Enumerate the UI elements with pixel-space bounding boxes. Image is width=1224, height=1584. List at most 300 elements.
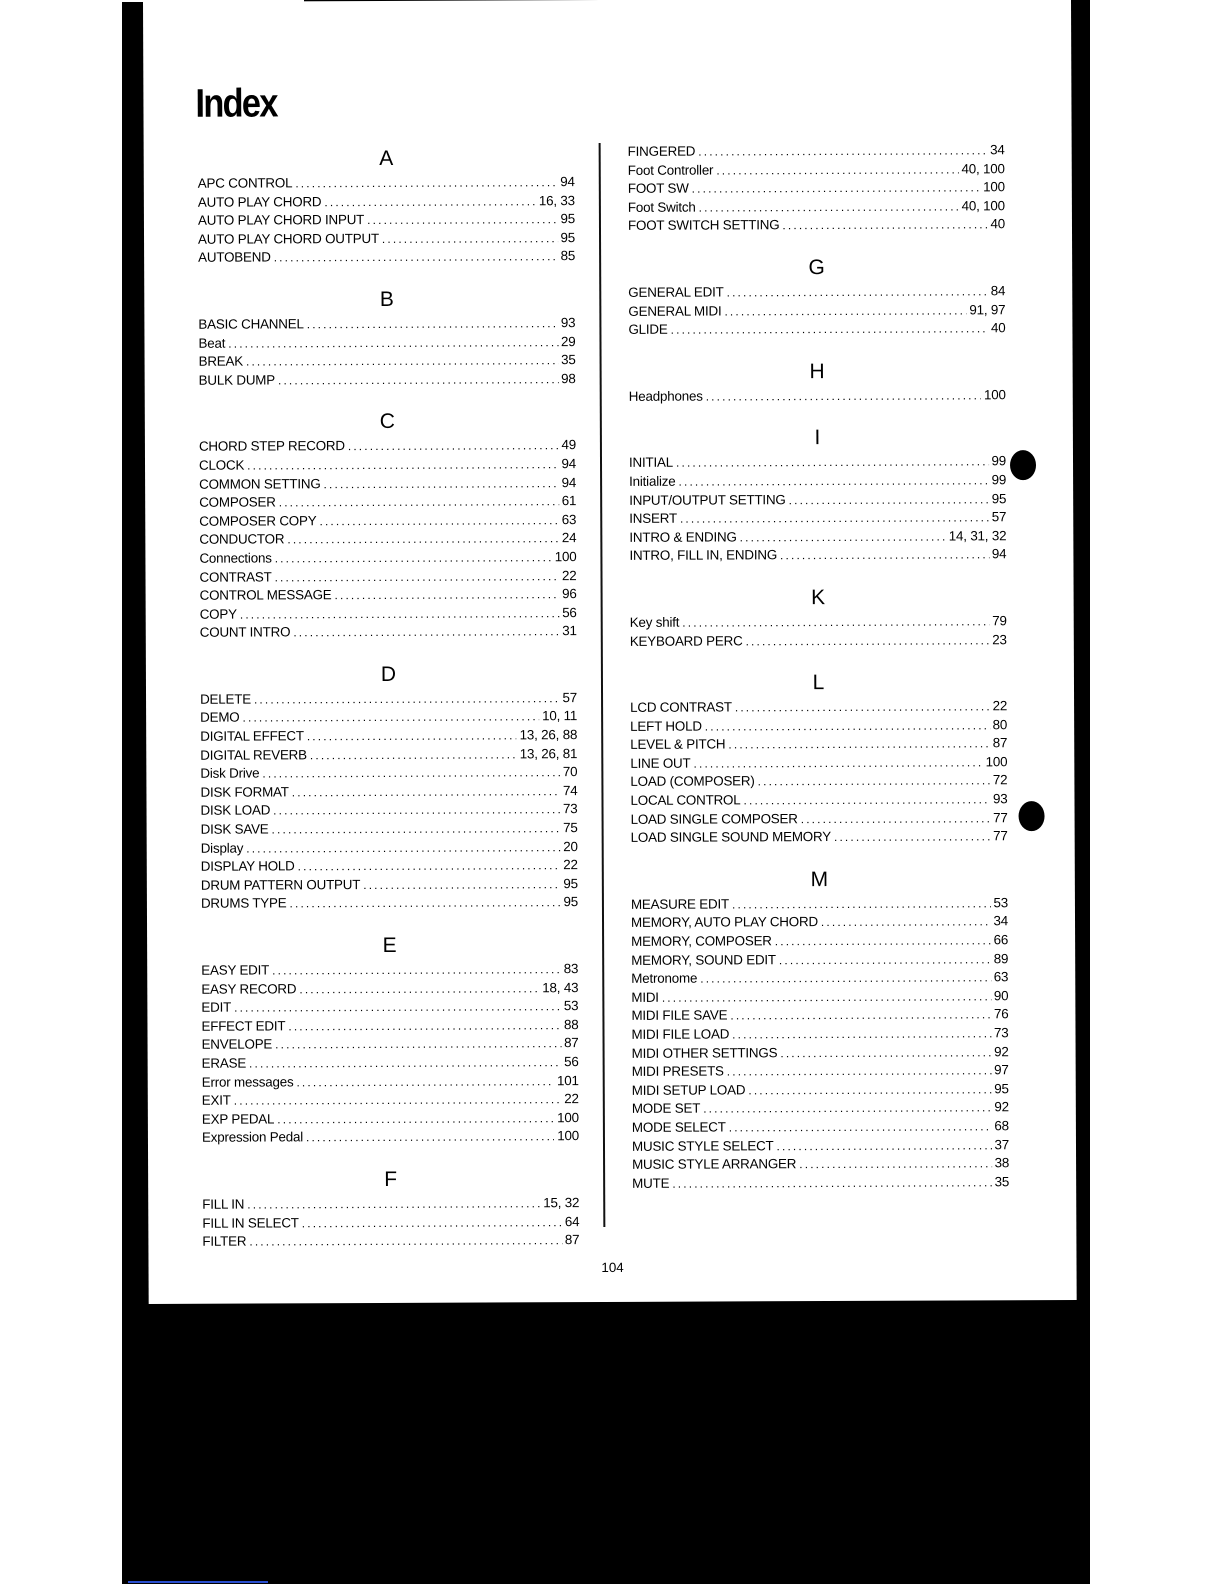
dot-leader xyxy=(693,753,982,773)
index-entry xyxy=(199,436,576,456)
entry-term: FINGERED xyxy=(627,143,696,159)
index-entry xyxy=(628,282,1005,302)
index-entry xyxy=(628,319,1005,339)
dot-leader xyxy=(775,931,991,951)
entry-term: COMPOSER COPY xyxy=(199,512,317,529)
section-letter: F xyxy=(384,1167,398,1191)
dot-leader xyxy=(758,772,990,792)
entry-term: MUSIC STYLE ARRANGER xyxy=(632,1156,797,1173)
entry-term: FILL IN xyxy=(202,1196,245,1212)
entry-pages: 53 xyxy=(563,998,579,1014)
entry-term: DRUMS TYPE xyxy=(200,895,287,912)
dot-leader xyxy=(727,282,988,302)
dot-leader xyxy=(247,1194,540,1214)
dot-leader xyxy=(740,527,946,546)
index-entry xyxy=(199,492,576,512)
index-entry xyxy=(631,931,1008,951)
index-entry xyxy=(201,960,578,980)
index-entry xyxy=(630,716,1007,736)
index-entry xyxy=(199,511,576,531)
entry-term: EASY EDIT xyxy=(201,962,270,978)
dot-leader xyxy=(299,979,539,999)
dot-leader xyxy=(676,453,989,473)
index-entry xyxy=(628,197,1005,217)
entry-pages: 35 xyxy=(994,1173,1010,1190)
dot-leader xyxy=(334,585,559,605)
entry-pages: 56 xyxy=(562,604,577,620)
entry-pages: 40 xyxy=(990,216,1006,232)
entry-pages: 90 xyxy=(993,988,1009,1004)
index-entry xyxy=(630,772,1007,792)
dot-leader xyxy=(716,160,958,180)
entry-term: LEFT HOLD xyxy=(630,718,702,734)
index-entry xyxy=(200,689,577,709)
index-entry xyxy=(628,141,1005,161)
entry-pages: 100 xyxy=(557,1109,579,1125)
index-entry xyxy=(202,1194,579,1214)
index-entry xyxy=(200,782,577,802)
entry-pages: 34 xyxy=(990,142,1005,158)
section-letter: C xyxy=(379,410,395,434)
index-entry xyxy=(629,527,1006,547)
section-letter: I xyxy=(814,426,821,450)
dot-leader xyxy=(234,997,561,1017)
dot-leader xyxy=(801,809,990,828)
index-entry xyxy=(199,548,576,568)
entry-pages: 66 xyxy=(993,932,1009,948)
dot-leader xyxy=(748,1080,991,1100)
entry-pages: 64 xyxy=(564,1213,580,1229)
dot-leader xyxy=(246,351,558,371)
section-letter: L xyxy=(812,671,825,695)
dot-leader xyxy=(729,1117,992,1137)
index-entry xyxy=(632,1173,1009,1193)
entry-term: Disk Drive xyxy=(200,765,260,782)
dot-leader xyxy=(680,508,989,528)
entry-pages: 99 xyxy=(991,453,1007,469)
dot-leader xyxy=(275,1035,561,1055)
entry-pages: 63 xyxy=(993,969,1009,985)
dot-leader xyxy=(703,1099,991,1119)
index-entry xyxy=(199,474,576,494)
index-entry xyxy=(198,247,575,267)
entry-pages: 94 xyxy=(561,456,577,472)
dot-leader xyxy=(367,210,557,229)
index-entry xyxy=(201,894,578,914)
entry-term: COPY xyxy=(199,606,237,622)
index-entry xyxy=(632,1136,1009,1156)
entry-pages: 29 xyxy=(560,333,576,349)
entry-term: INITIAL xyxy=(628,455,674,471)
entry-term: EDIT xyxy=(201,999,232,1015)
index-entry xyxy=(202,1090,579,1110)
index-entry xyxy=(198,314,575,334)
index-entry xyxy=(631,987,1008,1007)
entry-pages: 68 xyxy=(994,1118,1009,1134)
entry-pages: 31 xyxy=(562,623,577,639)
entry-term: BASIC CHANNEL xyxy=(198,316,304,332)
entry-term: DRUM PATTERN OUTPUT xyxy=(200,876,361,893)
index-section xyxy=(630,667,1008,847)
entry-term: Display xyxy=(200,840,244,856)
dot-leader xyxy=(730,1006,991,1026)
index-entry xyxy=(201,856,578,876)
entry-pages: 63 xyxy=(561,511,577,527)
section-letter: B xyxy=(379,287,394,311)
entry-term: GENERAL EDIT xyxy=(628,284,724,300)
index-entry xyxy=(201,979,578,999)
dot-leader xyxy=(678,471,988,491)
entry-term: DIGITAL REVERB xyxy=(200,746,307,763)
dot-leader xyxy=(279,492,559,512)
entry-term: GLIDE xyxy=(628,321,668,338)
entry-term: CLOCK xyxy=(198,457,245,473)
index-entry xyxy=(632,1080,1009,1100)
page-number: 104 xyxy=(601,1259,624,1276)
dot-leader xyxy=(700,969,991,989)
entry-term: COMPOSER xyxy=(199,494,276,510)
index-entry xyxy=(199,351,576,371)
entry-term: Expression Pedal xyxy=(201,1129,304,1146)
entry-term: MEMORY, AUTO PLAY CHORD xyxy=(630,914,818,931)
index-entry xyxy=(202,1109,579,1129)
dot-leader xyxy=(242,708,539,728)
dot-leader xyxy=(382,229,558,248)
dot-leader xyxy=(262,763,560,783)
index-entry xyxy=(630,612,1007,632)
entry-pages: 53 xyxy=(993,895,1008,911)
entry-pages: 57 xyxy=(562,689,578,706)
index-entry xyxy=(629,453,1006,473)
dot-leader xyxy=(295,173,557,193)
entry-pages: 94 xyxy=(991,546,1007,562)
index-entry xyxy=(628,216,1005,236)
entry-term: DISK SAVE xyxy=(200,821,269,837)
index-entry xyxy=(628,178,1005,198)
entry-pages: 93 xyxy=(560,315,576,331)
index-entry xyxy=(632,1061,1009,1081)
entry-term: CONTROL MESSAGE xyxy=(199,587,332,603)
entry-pages: 13, 26, 88 xyxy=(519,727,578,743)
index-entry xyxy=(630,753,1007,773)
dot-leader xyxy=(306,1128,554,1148)
section-letter: E xyxy=(382,933,397,957)
entry-pages: 37 xyxy=(994,1136,1010,1152)
dot-leader xyxy=(735,697,990,717)
scan-edge-line xyxy=(128,1581,268,1583)
entry-pages: 80 xyxy=(992,716,1008,732)
index-entry xyxy=(200,622,577,642)
entry-term: MUSIC STYLE SELECT xyxy=(631,1137,774,1154)
entry-term: MODE SELECT xyxy=(631,1119,726,1135)
index-section xyxy=(202,1164,579,1251)
index-entry xyxy=(632,1043,1009,1063)
entry-term: MEASURE EDIT xyxy=(630,896,730,912)
index-entry xyxy=(631,1006,1008,1026)
index-entry xyxy=(632,1099,1009,1119)
entry-pages: 92 xyxy=(994,1099,1009,1115)
entry-pages: 22 xyxy=(564,1091,579,1107)
entry-pages: 56 xyxy=(564,1054,579,1070)
entry-pages: 79 xyxy=(992,613,1007,629)
entry-pages: 97 xyxy=(994,1062,1009,1078)
entry-term: INPUT/OUTPUT SETTING xyxy=(629,491,786,508)
page-title: Index xyxy=(195,81,277,126)
entry-pages: 88 xyxy=(563,1016,579,1032)
index-entry xyxy=(200,801,577,821)
dot-leader xyxy=(699,197,959,217)
entry-pages: 77 xyxy=(993,828,1008,844)
entry-pages: 15, 32 xyxy=(543,1195,580,1211)
dot-leader xyxy=(782,216,987,235)
entry-term: MIDI xyxy=(631,989,659,1005)
dot-leader xyxy=(671,319,988,339)
index-entry xyxy=(202,1127,579,1147)
index-section xyxy=(629,423,1007,566)
index-section xyxy=(199,406,577,642)
entry-term: GENERAL MIDI xyxy=(628,303,722,319)
column-divider xyxy=(599,143,606,1227)
index-entry xyxy=(199,455,576,475)
entry-term: LOAD (COMPOSER) xyxy=(630,773,755,790)
dot-leader xyxy=(662,987,991,1007)
index-entry xyxy=(630,631,1007,651)
dot-leader xyxy=(307,314,558,334)
entry-pages: 95 xyxy=(560,229,576,245)
dot-leader xyxy=(288,1016,561,1036)
entry-term: MUTE xyxy=(632,1175,670,1191)
entry-pages: 101 xyxy=(556,1072,579,1088)
index-entry xyxy=(198,210,575,230)
dot-leader xyxy=(289,894,560,914)
entry-term: COMMON SETTING xyxy=(199,475,321,492)
dot-leader xyxy=(789,490,989,509)
dot-leader xyxy=(275,548,552,568)
entry-term: LCD CONTRAST xyxy=(630,699,732,715)
dot-leader xyxy=(834,828,990,847)
dot-leader xyxy=(307,726,517,746)
index-entry xyxy=(201,838,578,858)
entry-term: FILL IN SELECT xyxy=(202,1214,299,1231)
index-section xyxy=(631,864,1009,1193)
entry-term: INTRO, FILL IN, ENDING xyxy=(629,547,778,564)
index-section xyxy=(200,659,578,914)
entry-pages: 23 xyxy=(992,631,1007,647)
dot-leader xyxy=(249,1053,561,1073)
entry-pages: 100 xyxy=(557,1128,579,1144)
entry-term: CHORD STEP RECORD xyxy=(198,438,345,455)
entry-pages: 35 xyxy=(561,352,576,368)
entry-term: KEYBOARD PERC xyxy=(629,632,743,649)
index-section xyxy=(201,930,579,1148)
entry-pages: 10, 11 xyxy=(542,708,578,724)
entry-term: CONDUCTOR xyxy=(199,531,285,548)
index-entry xyxy=(629,471,1006,491)
entry-pages: 100 xyxy=(983,386,1006,403)
index-entry xyxy=(631,827,1008,847)
index-entry xyxy=(200,726,577,746)
entry-term: Foot Controller xyxy=(627,162,714,178)
entry-term: Metronome xyxy=(631,970,698,987)
index-entry xyxy=(629,386,1006,406)
dot-leader xyxy=(705,716,990,736)
section-letter: G xyxy=(808,255,825,280)
index-section xyxy=(630,582,1007,651)
entry-pages: 73 xyxy=(993,1025,1009,1041)
entry-term: LEVEL & PITCH xyxy=(630,736,726,753)
index-entry xyxy=(202,1034,579,1054)
dot-leader xyxy=(682,612,989,632)
entry-term: DELETE xyxy=(200,691,251,707)
document-page xyxy=(143,0,1077,1304)
section-letter: H xyxy=(809,359,825,383)
index-entry xyxy=(202,1213,579,1233)
index-column-right xyxy=(628,141,1010,1193)
entry-pages: 95 xyxy=(994,1081,1009,1097)
entry-term: Key shift xyxy=(629,614,680,630)
entry-pages: 94 xyxy=(561,474,577,490)
entry-pages: 40 xyxy=(990,320,1006,336)
thumb-tab-marker xyxy=(1018,801,1044,831)
entry-pages: 99 xyxy=(991,472,1007,488)
entry-term: LINE OUT xyxy=(630,755,691,771)
entry-term: COUNT INTRO xyxy=(199,624,291,641)
entry-term: BULK DUMP xyxy=(198,372,276,388)
entry-pages: 85 xyxy=(560,248,576,264)
dot-leader xyxy=(298,856,561,876)
index-column-left xyxy=(198,143,580,1251)
entry-pages: 57 xyxy=(991,509,1007,525)
index-entry xyxy=(631,950,1008,970)
entry-term: FOOT SW xyxy=(627,180,689,197)
entry-pages: 96 xyxy=(562,586,577,602)
entry-pages: 72 xyxy=(992,772,1008,788)
entry-pages: 87 xyxy=(564,1035,579,1051)
index-entry xyxy=(201,875,578,895)
index-entry xyxy=(628,160,1005,180)
entry-term: LOAD SINGLE COMPOSER xyxy=(630,810,798,827)
entry-pages: 73 xyxy=(562,801,578,817)
entry-pages: 89 xyxy=(993,950,1009,966)
entry-term: MIDI OTHER SETTINGS xyxy=(631,1044,778,1061)
dot-leader xyxy=(698,141,987,161)
index-entry xyxy=(631,913,1008,933)
entry-pages: 75 xyxy=(563,820,578,836)
entry-pages: 40, 100 xyxy=(961,160,1005,177)
index-entry xyxy=(630,697,1007,717)
thumb-tab-marker xyxy=(1010,450,1036,480)
entry-term: Foot Switch xyxy=(627,199,696,215)
entry-pages: 87 xyxy=(992,735,1008,751)
index-entry xyxy=(201,997,578,1017)
entry-term: DISPLAY HOLD xyxy=(200,858,295,874)
entry-pages: 95 xyxy=(991,490,1007,506)
entry-pages: 22 xyxy=(561,567,577,583)
entry-term: APC CONTROL xyxy=(197,175,293,191)
entry-term: DISK FORMAT xyxy=(200,784,289,800)
dot-leader xyxy=(274,248,558,268)
dot-leader xyxy=(780,546,989,566)
index-entry xyxy=(631,968,1008,988)
entry-pages: 74 xyxy=(562,782,578,799)
dot-leader xyxy=(324,474,559,494)
entry-pages: 100 xyxy=(983,179,1005,195)
dot-leader xyxy=(732,894,991,914)
dot-leader xyxy=(363,875,560,894)
index-entry xyxy=(198,229,575,249)
dot-leader xyxy=(672,1173,991,1193)
entry-pages: 22 xyxy=(992,698,1008,714)
entry-term: FOOT SWITCH SETTING xyxy=(627,217,780,234)
index-entry xyxy=(198,173,575,193)
entry-pages: 100 xyxy=(985,754,1008,770)
entry-pages: 91, 97 xyxy=(969,301,1006,317)
entry-pages: 38 xyxy=(994,1155,1010,1171)
index-entry xyxy=(199,370,576,390)
index-entry xyxy=(198,192,575,212)
index-entry xyxy=(200,708,577,728)
entry-term: LOCAL CONTROL xyxy=(630,792,741,808)
entry-pages: 20 xyxy=(563,838,578,854)
dot-leader xyxy=(275,567,560,587)
entry-pages: 95 xyxy=(560,211,575,227)
entry-term: AUTOBEND xyxy=(198,249,271,266)
dot-leader xyxy=(278,370,558,390)
entry-term: DEMO xyxy=(200,710,240,726)
dot-leader xyxy=(247,455,558,475)
section-letter: D xyxy=(380,662,397,686)
dot-leader xyxy=(277,1109,554,1129)
index-entry xyxy=(629,546,1006,566)
entry-term: Beat xyxy=(198,335,226,351)
dot-leader xyxy=(293,622,559,642)
dot-leader xyxy=(706,386,981,406)
entry-pages: 34 xyxy=(993,913,1009,929)
entry-pages: 18, 43 xyxy=(542,979,579,995)
entry-pages: 22 xyxy=(563,857,578,873)
index-entry xyxy=(631,894,1008,914)
index-entry xyxy=(199,529,576,549)
entry-pages: 100 xyxy=(554,549,577,565)
entry-term: AUTO PLAY CHORD OUTPUT xyxy=(198,230,379,247)
entry-pages: 13, 26, 81 xyxy=(519,745,578,762)
entry-term: EASY RECORD xyxy=(201,980,297,997)
entry-pages: 98 xyxy=(561,370,576,386)
section-letter: K xyxy=(811,585,826,609)
index-entry xyxy=(202,1072,579,1092)
entry-pages: 94 xyxy=(560,174,575,190)
index-entry xyxy=(202,1231,579,1251)
index-entry xyxy=(200,745,577,765)
entry-term: MODE SET xyxy=(631,1100,701,1117)
entry-pages: 84 xyxy=(990,283,1006,299)
dot-leader xyxy=(287,530,559,550)
dot-leader xyxy=(746,631,990,651)
entry-term: CONTRAST xyxy=(199,568,272,585)
entry-pages: 95 xyxy=(563,875,578,891)
dot-leader xyxy=(821,913,991,932)
dot-leader xyxy=(273,801,560,821)
entry-term: ENVELOPE xyxy=(201,1036,273,1053)
index-entry xyxy=(201,1016,578,1036)
entry-pages: 93 xyxy=(992,791,1008,807)
index-entry xyxy=(200,604,577,624)
entry-pages: 14, 31, 32 xyxy=(948,527,1007,544)
index-section xyxy=(628,141,1005,236)
index-entry xyxy=(629,508,1006,528)
entry-term: AUTO PLAY CHORD xyxy=(197,193,322,210)
entry-term: LOAD SINGLE SOUND MEMORY xyxy=(630,829,832,846)
